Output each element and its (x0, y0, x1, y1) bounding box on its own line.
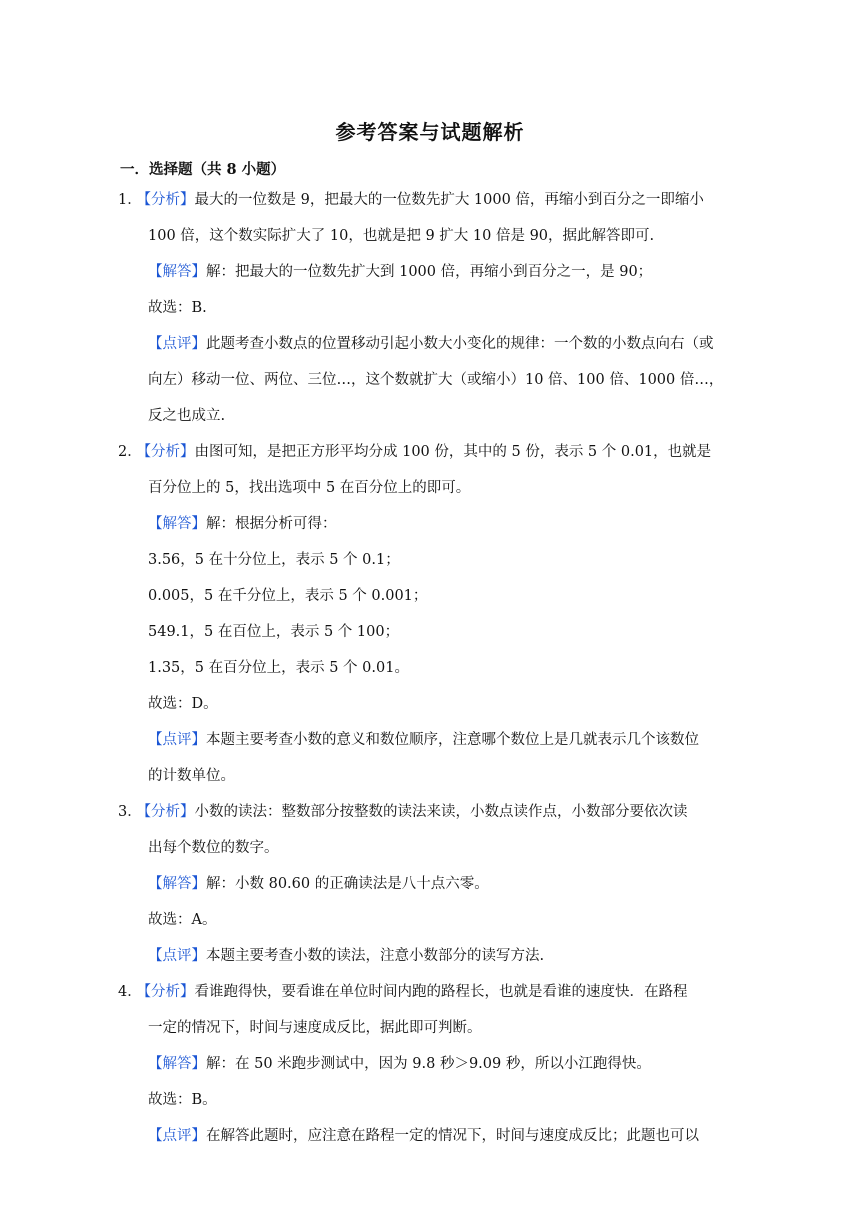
line-text: 在解答此题时，应注意在路程一定的情况下，时间与速度成反比；此题也可以 (206, 1128, 699, 1144)
question-number: 1． (118, 192, 142, 208)
line-text: 故选：D。 (148, 696, 218, 712)
section-tag: 【解答】 (148, 1056, 206, 1072)
line-text: 此题考查小数点的位置移动引起小数大小变化的规律：一个数的小数点向右（或 (206, 336, 714, 352)
text-line (148, 226, 654, 246)
line-text: 解：在 50 米跑步测试中，因为 9.8 秒＞9.09 秒，所以小江跑得快。 (206, 1056, 651, 1072)
section-heading: 一．选择题（共 8 小题） (120, 161, 286, 178)
question-number: 4． (118, 984, 142, 1000)
text-line (118, 982, 687, 1002)
text-line (148, 1018, 482, 1038)
text-line (148, 622, 399, 642)
text-line (148, 262, 652, 282)
text-line (148, 1090, 217, 1110)
section-tag: 【分析】 (143, 444, 195, 460)
line-text: 解：根据分析可得： (206, 516, 337, 532)
section-tag: 【点评】 (148, 948, 206, 964)
line-text: 出每个数位的数字。 (148, 840, 279, 856)
page-title: 参考答案与试题解析 (335, 120, 525, 144)
section-tag: 【解答】 (148, 516, 206, 532)
line-text: 由图可知，是把正方形平均分成 100 份，其中的 5 份，表示 5 个 0.01，也就是 (194, 444, 712, 460)
line-text: 百分位上的 5，找出选项中 5 在百分位上的即可。 (148, 480, 471, 496)
text-line (148, 586, 427, 606)
text-line (148, 730, 699, 750)
text-line (148, 766, 235, 786)
text-line (118, 442, 711, 462)
line-text: 1.35，5 在百分位上，表示 5 个 0.01。 (148, 660, 409, 676)
text-line (148, 1126, 699, 1146)
line-text: 本题主要考查小数的读法，注意小数部分的读写方法. (206, 948, 545, 964)
text-line (148, 1054, 651, 1074)
line-text: 故选：A。 (148, 912, 217, 928)
line-text: 向左）移动一位、两位、三位…，这个数就扩大（或缩小）10 倍、100 倍、1000 倍…， (148, 372, 724, 388)
text-line (148, 874, 489, 894)
section-tag: 【点评】 (148, 1128, 206, 1144)
text-line (148, 370, 723, 390)
text-line (148, 658, 409, 678)
text-line (148, 946, 544, 966)
text-line (148, 550, 400, 570)
line-text: 一定的情况下，时间与速度成反比，据此即可判断。 (148, 1020, 482, 1036)
line-text: 549.1，5 在百位上，表示 5 个 100； (148, 624, 400, 640)
section-tag: 【解答】 (148, 876, 206, 892)
section-tag: 【点评】 (148, 336, 206, 352)
line-text: 100 倍，这个数实际扩大了 10，也就是把 9 扩大 10 倍是 90，据此解答即可. (148, 228, 655, 244)
text-line (148, 406, 225, 426)
line-text: 解：小数 80.60 的正确读法是八十点六零。 (206, 876, 489, 892)
line-text: 最大的一位数是 9，把最大的一位数先扩大 1000 倍，再缩小到百分之一即缩小 (194, 192, 704, 208)
text-line (118, 190, 704, 210)
text-line (148, 694, 218, 714)
line-text: 故选：B. (148, 300, 207, 316)
line-text: 本题主要考查小数的意义和数位顺序，注意哪个数位上是几就表示几个该数位 (206, 732, 699, 748)
text-line (148, 910, 216, 930)
line-text: 看谁跑得快，要看谁在单位时间内跑的路程长，也就是看谁的速度快．在路程 (194, 984, 688, 1000)
line-text: 解：把最大的一位数先扩大到 1000 倍，再缩小到百分之一，是 90； (206, 264, 653, 280)
section-tag: 【解答】 (148, 264, 206, 280)
question-number: 3． (118, 804, 142, 820)
text-line (148, 838, 279, 858)
text-line (118, 802, 687, 822)
text-line (148, 514, 337, 534)
section-tag: 【分析】 (143, 804, 195, 820)
text-line (148, 478, 470, 498)
line-text: 的计数单位。 (148, 768, 235, 784)
section-tag: 【分析】 (143, 984, 195, 1000)
question-number: 2． (118, 444, 142, 460)
line-text: 0.005，5 在千分位上，表示 5 个 0.001； (148, 588, 428, 604)
line-text: 小数的读法：整数部分按整数的读法来读，小数点读作点，小数部分要依次读 (194, 804, 688, 820)
line-text: 3.56，5 在十分位上，表示 5 个 0.1； (148, 552, 400, 568)
section-tag: 【点评】 (148, 732, 206, 748)
line-text: 反之也成立. (148, 408, 226, 424)
text-line (148, 334, 714, 354)
text-line (148, 298, 207, 318)
line-text: 故选：B。 (148, 1092, 217, 1108)
section-tag: 【分析】 (143, 192, 195, 208)
